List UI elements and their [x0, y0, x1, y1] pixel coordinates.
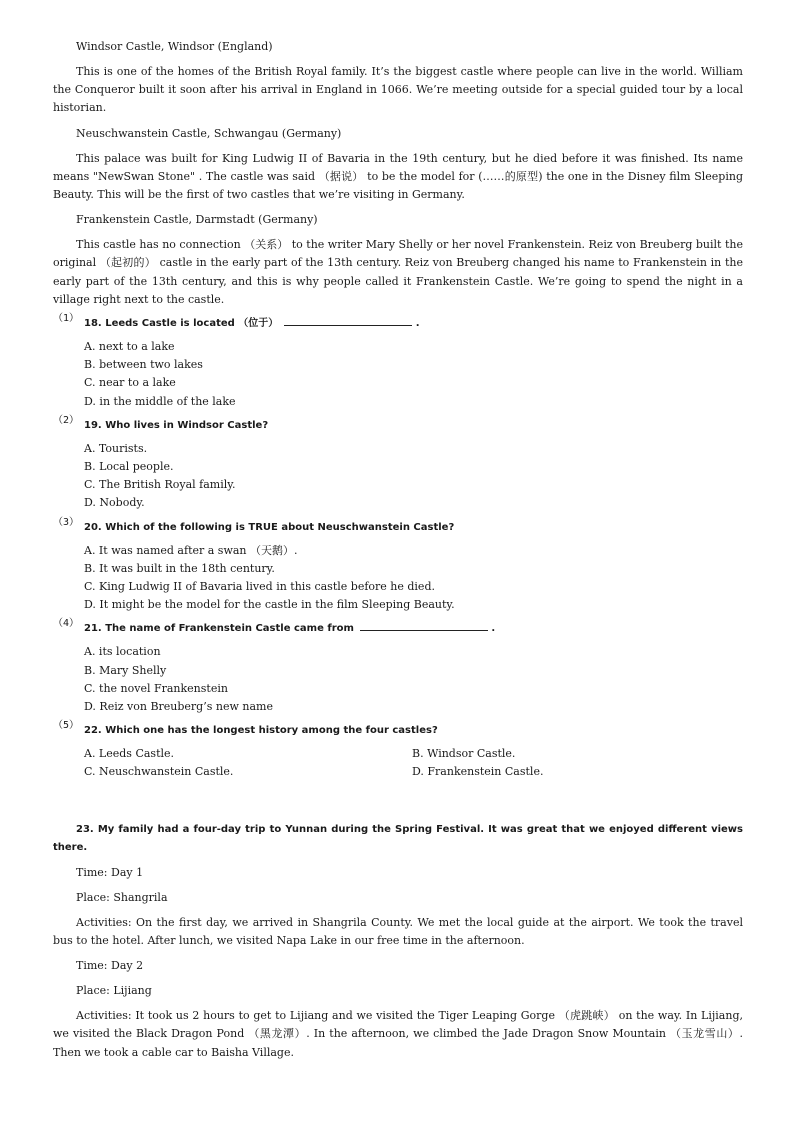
question-stem: 21. The name of Frankenstein Castle came from — [84, 623, 354, 635]
question-number: （3） — [53, 516, 80, 528]
question-stem: 19. Who lives in Windsor Castle? — [84, 419, 269, 431]
day2-time: Time: Day 2 — [76, 959, 144, 973]
question-number: （4） — [53, 618, 80, 630]
day1-place: Place: Shangrila — [76, 890, 168, 904]
question-1 — [53, 315, 743, 411]
option-c[interactable]: C. The British Royal family. — [84, 478, 236, 492]
question-number: （1） — [53, 313, 80, 325]
frankenstein-heading: Frankenstein Castle, Darmstadt (Germany) — [76, 213, 318, 227]
option-a[interactable]: A. Tourists. — [84, 441, 148, 455]
frankenstein-paragraph: This castle has no connection （关系） to the writer Mary Shelly or her novel Frankenstein. Reiz von Breuberg built the original （起初的） castle in the early part of the 13th century. Reiz von Breuberg changed his name to Frankenstein in the early part of the 13th century, and this is why people called it Frankenstein Castle. We’re going to spend the night in a village right next to the castle. — [53, 238, 743, 306]
option-d[interactable]: D. It might be the model for the castle in the film Sleeping Beauty. — [84, 598, 455, 612]
question-stem: 22. Which one has the longest history among the four castles? — [84, 725, 438, 737]
question-number: （5） — [53, 720, 80, 732]
yunnan-intro: 23. My family had a four-day trip to Yunnan during the Spring Festival. It was great that we enjoyed different views there. — [53, 823, 743, 853]
option-b[interactable]: B. Mary Shelly — [84, 663, 167, 677]
windsor-heading: Windsor Castle, Windsor (England) — [76, 40, 273, 53]
option-a[interactable]: A. Leeds Castle. — [84, 747, 175, 761]
option-b[interactable]: B. It was built in the 18th century. — [84, 561, 275, 575]
question-tail: . — [415, 318, 420, 330]
question-stem: 18. Leeds Castle is located （位于） — [84, 318, 279, 330]
question-2 — [53, 414, 743, 513]
day2-activities: Activities: It took us 2 hours to get to Lijiang and we visited the Tiger Leaping Gorge （虎跳峡） on the way. In Lijiang, we visited the Black Dragon Pond （黑龙潭）. In the afternoon, we climbed the Jade Dragon Snow Mountain （玉龙雪山）. Then we took a cable car to Baisha Village. — [53, 1009, 743, 1059]
document-page — [53, 38, 743, 1062]
question-5 — [53, 722, 743, 781]
day1-activities: Activities: On the first day, we arrived in Shangrila County. We met the local guide at the airport. We took the travel bus to the hotel. After lunch, we visited Napa Lake in our free time in the afternoon. — [53, 915, 743, 947]
option-a[interactable]: A. its location — [84, 645, 161, 659]
option-d[interactable]: D. Frankenstein Castle. — [412, 765, 544, 779]
day1-time: Time: Day 1 — [76, 865, 144, 879]
option-c[interactable]: C. the novel Frankenstein — [84, 681, 228, 695]
option-c[interactable]: C. near to a lake — [84, 376, 176, 390]
question-tail: . — [491, 623, 496, 635]
option-c[interactable]: C. Neuschwanstein Castle. — [84, 765, 234, 779]
answer-blank[interactable] — [360, 620, 488, 631]
question-4 — [53, 620, 743, 716]
option-d[interactable]: D. in the middle of the lake — [84, 394, 236, 408]
question-stem: 20. Which of the following is TRUE about Neuschwanstein Castle? — [84, 521, 455, 533]
question-3 — [53, 516, 743, 615]
option-b[interactable]: B. between two lakes — [84, 358, 203, 372]
option-b[interactable]: B. Windsor Castle. — [412, 747, 516, 761]
option-c[interactable]: C. King Ludwig II of Bavaria lived in this castle before he died. — [84, 580, 435, 594]
option-a[interactable]: A. It was named after a swan （天鹅）. — [84, 543, 298, 557]
neuschwanstein-paragraph: This palace was built for King Ludwig II of Bavaria in the 19th century, but he died before it was finished. Its name means "NewSwan Stone" . The castle was said （据说） to be the model for (……的原型) the one in the Disney film Sleeping Beauty. This will be the first of two castles that we’re visiting in Germany. — [53, 151, 743, 202]
day2-place: Place: Lijiang — [76, 984, 152, 998]
option-d[interactable]: D. Reiz von Breuberg’s new name — [84, 700, 273, 714]
windsor-paragraph: This is one of the homes of the British Royal family. It’s the biggest castle where people can live in the world. William the Conqueror built it soon after his arrival in England in 1066. We’re meeting outside for a special guided tour by a local historian. — [53, 65, 743, 115]
neuschwanstein-heading: Neuschwanstein Castle, Schwangau (Germany) — [76, 126, 342, 140]
question-number: （2） — [53, 414, 80, 426]
answer-blank[interactable] — [284, 315, 412, 326]
option-b[interactable]: B. Local people. — [84, 460, 174, 474]
option-a[interactable]: A. next to a lake — [84, 340, 175, 354]
option-d[interactable]: D. Nobody. — [84, 496, 145, 510]
